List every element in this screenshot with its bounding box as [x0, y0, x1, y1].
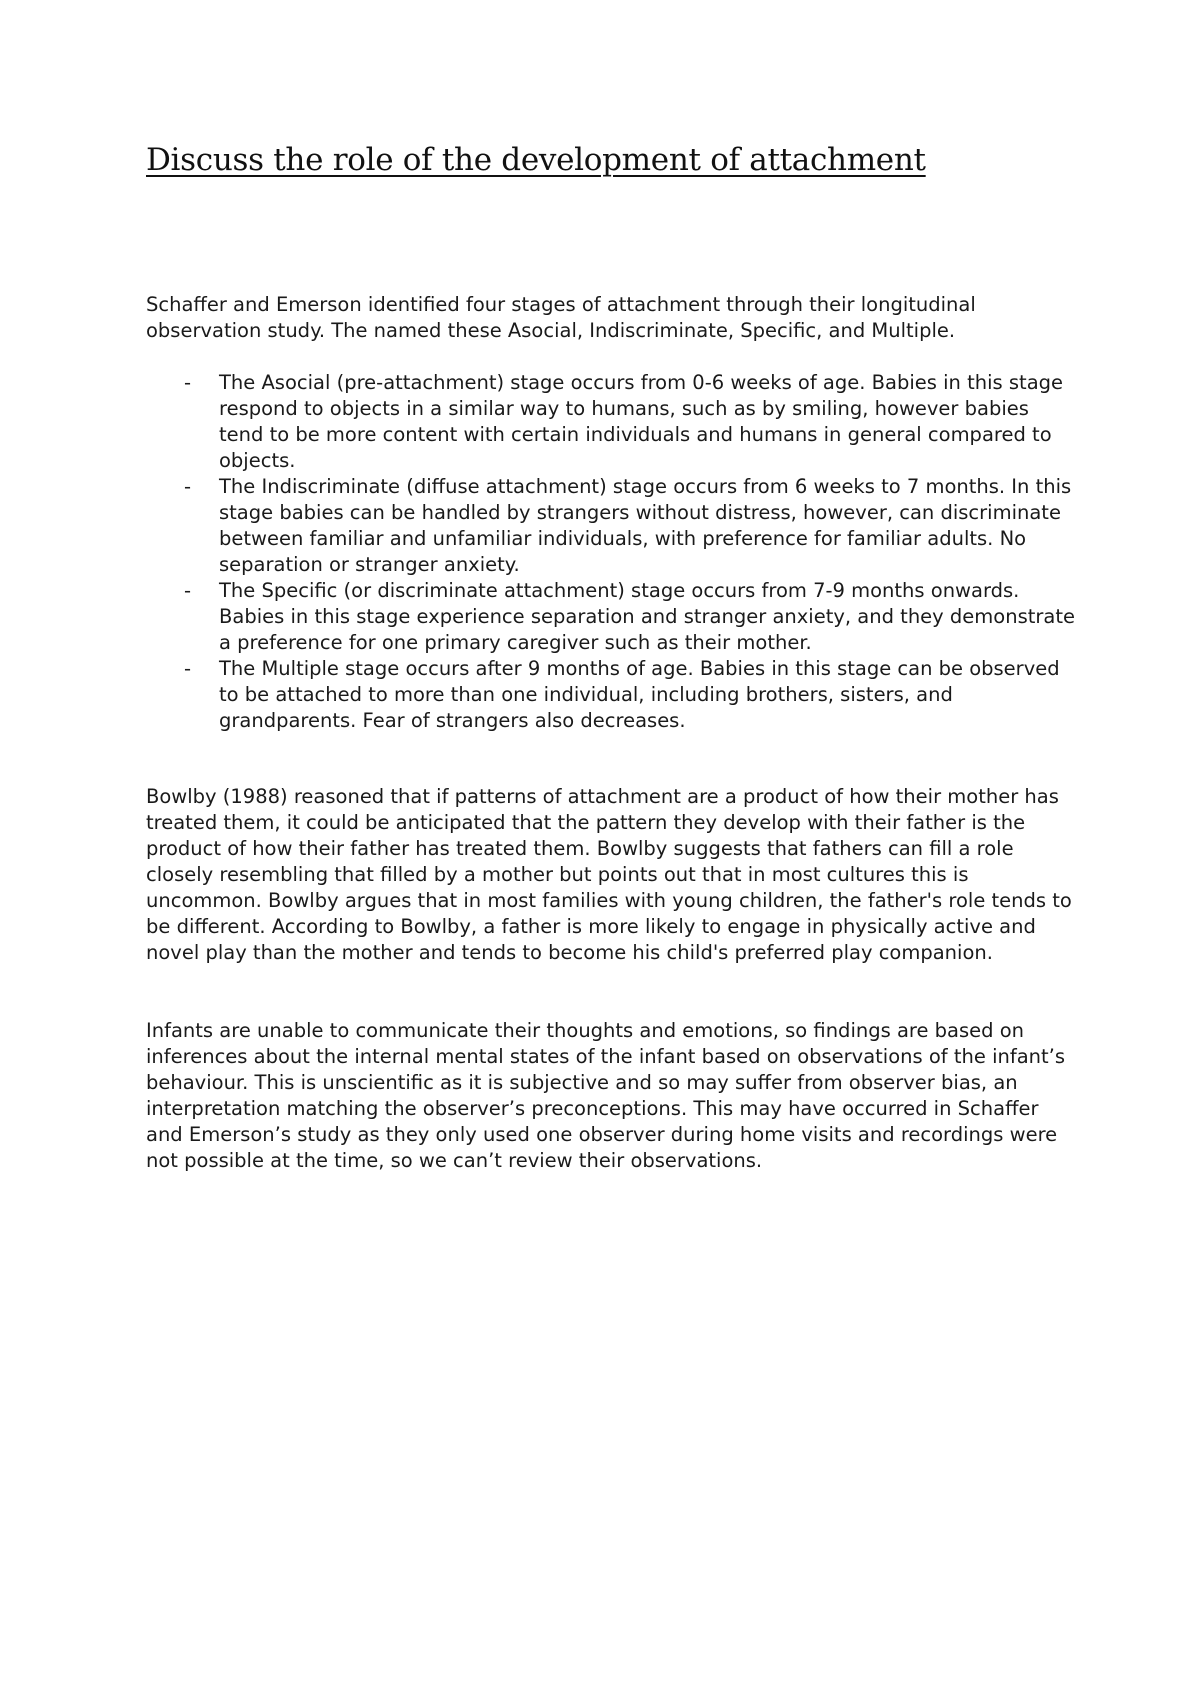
document-title: Discuss the role of the development of attachment — [146, 142, 926, 178]
infants-paragraph: Infants are unable to communicate their thoughts and emotions, so findings are based on inferences about the internal mental states of the infant based on observations of the infant’s behaviour. This is unscientific as it is subjective and so may suffer from observer bias, an interpretation matching the observer’s preconceptions. This may have occurred in Schaffer and Emerson’s study as they only used one observer during home visits and recordings were not possible at the time, so we can’t review their observations. — [146, 1019, 1066, 1172]
intro-paragraph: Schaffer and Emerson identified four stages of attachment through their longitudinal observation study. The named these Asocial, Indiscriminate, Specific, and Multiple. — [146, 293, 976, 342]
bullet-dash: - — [184, 371, 192, 394]
stage-asocial-text: The Asocial (pre-attachment) stage occurs from 0-6 weeks of age. Babies in this stage respond to objects in a similar way to humans, such as by smiling, however babies tend to be more content with certain individuals and humans in general compared to objects. — [219, 371, 1064, 472]
bullet-dash: - — [184, 657, 192, 680]
bullet-dash: - — [184, 579, 192, 602]
list-item — [146, 578, 1076, 656]
list-item — [146, 370, 1076, 474]
list-item — [146, 656, 1076, 734]
list-item — [146, 474, 1076, 578]
bullet-dash: - — [184, 475, 192, 498]
bowlby-paragraph: Bowlby (1988) reasoned that if patterns of attachment are a product of how their mother has treated them, it could be anticipated that the pattern they develop with their father is the product of how their father has treated them. Bowlby suggests that fathers can fill a role closely resembling that filled by a mother but points out that in most cultures this is uncommon. Bowlby argues that in most families with young children, the father's role tends to be different. According to Bowlby, a father is more likely to engage in physically active and novel play than the mother and tends to become his child's preferred play companion. — [146, 785, 1072, 964]
stage-specific-text: The Specific (or discriminate attachment) stage occurs from 7-9 months onwards. Babies in this stage experience separation and stranger anxiety, and they demonstrate a preference for one primary caregiver such as their mother. — [219, 579, 1075, 654]
stage-multiple-text: The Multiple stage occurs after 9 months of age. Babies in this stage can be observed to be attached to more than one individual, including brothers, sisters, and grandparents. Fear of strangers also decreases. — [219, 657, 1060, 732]
stages-list — [146, 370, 1076, 734]
stage-indiscriminate-text: The Indiscriminate (diffuse attachment) stage occurs from 6 weeks to 7 months. In this stage babies can be handled by strangers without distress, however, can discriminate between familiar and unfamiliar individuals, with preference for familiar adults. No separation or stranger anxiety. — [219, 475, 1072, 576]
